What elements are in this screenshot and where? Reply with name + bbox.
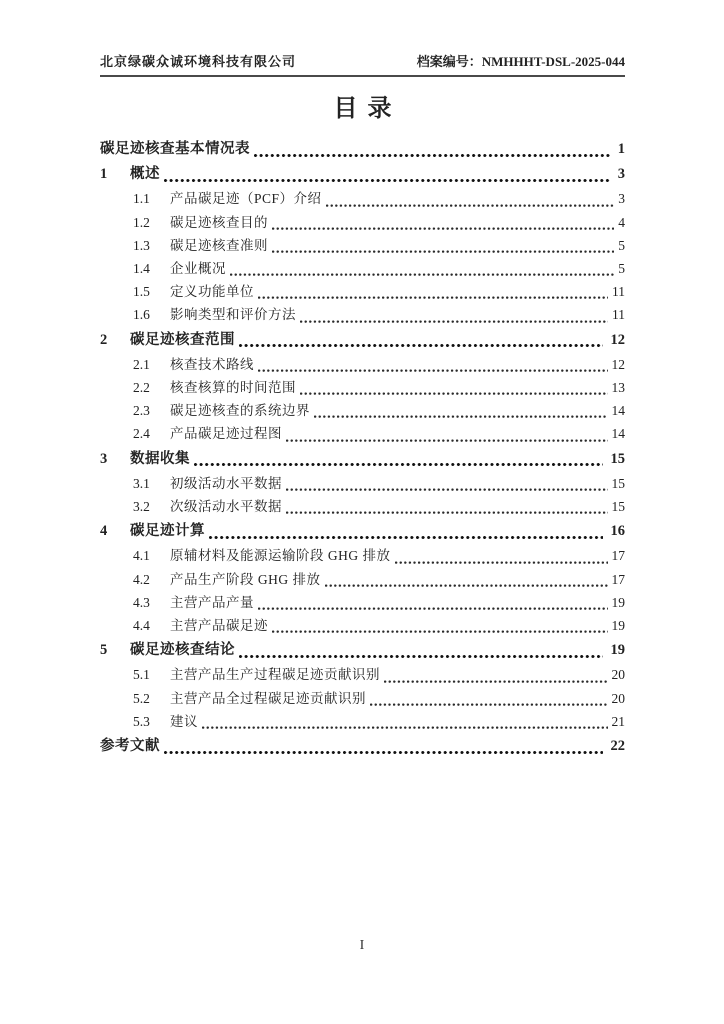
toc-leader-dots <box>395 561 608 564</box>
toc-entry-page: 12 <box>610 331 625 348</box>
toc-leader-dots <box>254 154 610 157</box>
toc-leader-dots <box>239 344 603 347</box>
toc-entry-page: 20 <box>611 690 625 706</box>
toc-entry-page: 16 <box>610 523 625 540</box>
toc-entry-page: 11 <box>612 307 625 323</box>
toc-entry-page: 17 <box>611 571 625 587</box>
toc-leader-dots <box>239 655 603 658</box>
toc-entry-number: 1.2 <box>133 214 150 230</box>
toc-entry[interactable] <box>133 422 625 445</box>
toc-leader-dots <box>258 369 608 372</box>
toc-entry[interactable] <box>100 735 625 758</box>
toc-leader-dots <box>286 511 608 514</box>
toc-entry-number: 4.1 <box>133 548 150 564</box>
toc-entry[interactable] <box>100 163 625 186</box>
toc-leader-dots <box>258 296 608 299</box>
toc-entry-label: 碳足迹核查结论 <box>130 642 235 659</box>
toc-entry-number: 1.6 <box>133 307 150 323</box>
toc-entry-label: 碳足迹核查的系统边界 <box>170 403 310 419</box>
toc-entry-number: 1 <box>100 166 108 183</box>
toc-leader-dots <box>286 488 608 491</box>
toc-entry-label: 主营产品产量 <box>170 594 254 610</box>
toc-entry-label: 建议 <box>170 713 198 729</box>
toc-entry[interactable] <box>133 495 625 518</box>
toc-entry[interactable] <box>133 257 625 280</box>
toc-entry[interactable] <box>133 663 625 686</box>
toc-entry[interactable] <box>133 280 625 303</box>
toc-entry-page: 17 <box>611 548 625 564</box>
toc-entry-number: 5 <box>100 642 108 659</box>
toc-entry-number: 1.3 <box>133 237 150 253</box>
toc-leader-dots <box>300 320 608 323</box>
toc-entry[interactable] <box>133 568 625 591</box>
toc-entry-page: 15 <box>611 499 625 515</box>
toc-leader-dots <box>325 584 608 587</box>
toc-leader-dots <box>272 630 608 633</box>
toc-entry-page: 21 <box>611 713 625 729</box>
toc-entry-page: 5 <box>618 237 625 253</box>
toc-entry-label: 原辅材料及能源运输阶段 GHG 排放 <box>170 548 391 564</box>
page-title: 目录 <box>333 96 402 122</box>
toc-entry-label: 主营产品全过程碳足迹贡献识别 <box>170 690 366 706</box>
toc-leader-dots <box>272 250 614 253</box>
toc-entry-label: 数据收集 <box>130 450 190 467</box>
toc-entry-number: 5.3 <box>133 713 150 729</box>
toc-entry-label: 产品生产阶段 GHG 排放 <box>170 571 321 587</box>
toc-entry-label: 核查核算的时间范围 <box>170 380 296 396</box>
toc-leader-dots <box>194 463 603 466</box>
toc-entry-number: 3.2 <box>133 499 150 515</box>
company-name: 北京绿碳众诚环境科技有限公司 <box>100 54 297 69</box>
toc-entry-number: 5.2 <box>133 690 150 706</box>
toc-entry-label: 定义功能单位 <box>170 284 254 300</box>
toc-entry-page: 13 <box>611 380 625 396</box>
toc-entry[interactable] <box>133 710 625 733</box>
toc-entry-page: 14 <box>611 403 625 419</box>
toc-entry-number: 2.1 <box>133 356 150 372</box>
document-page <box>100 0 625 1024</box>
toc-entry-number: 1.4 <box>133 261 150 277</box>
toc-leader-dots <box>272 227 614 230</box>
footer-page-number: I <box>359 938 365 953</box>
toc-leader-dots <box>164 751 603 754</box>
toc-entry-label: 初级活动水平数据 <box>170 475 282 491</box>
archive-number-field <box>417 51 625 70</box>
toc-leader-dots <box>314 415 608 418</box>
toc-entry-label: 企业概况 <box>170 261 226 277</box>
toc-entry[interactable] <box>133 353 625 376</box>
toc-entry-label: 概述 <box>130 166 160 183</box>
toc-leader-dots <box>230 273 614 276</box>
toc-entry-number: 4 <box>100 523 108 540</box>
toc-entry-number: 2 <box>100 331 108 348</box>
toc-leader-dots <box>286 439 608 442</box>
toc-entry-page: 1 <box>617 141 625 157</box>
toc-entry-label: 主营产品生产过程碳足迹贡献识别 <box>170 667 380 683</box>
toc-entry-label: 碳足迹计算 <box>130 523 205 540</box>
toc-entry-label: 次级活动水平数据 <box>170 499 282 515</box>
toc-leader-dots <box>202 726 608 729</box>
toc-entry-label: 碳足迹核查范围 <box>130 331 235 348</box>
toc-entry-page: 4 <box>618 214 625 230</box>
toc-entry-label: 碳足迹核查目的 <box>170 214 268 230</box>
toc-entry-label: 核查技术路线 <box>170 356 254 372</box>
toc-leader-dots <box>370 703 608 706</box>
toc-entry-page: 14 <box>611 426 625 442</box>
toc-entry[interactable] <box>133 614 625 637</box>
toc-entry[interactable] <box>133 687 625 710</box>
toc-leader-dots <box>164 179 610 182</box>
toc-entry-page: 20 <box>611 667 625 683</box>
toc-entry-label: 产品碳足迹（PCF）介绍 <box>170 191 322 207</box>
toc-entry-label: 主营产品碳足迹 <box>170 618 268 634</box>
toc-entry[interactable] <box>100 520 625 543</box>
toc-entry-number: 2.3 <box>133 403 150 419</box>
toc-leader-dots <box>326 204 615 207</box>
toc-entry-page: 22 <box>610 738 625 755</box>
toc-entry[interactable] <box>133 303 625 326</box>
toc-entry[interactable] <box>133 211 625 234</box>
toc-entry-label: 碳足迹核查准则 <box>170 237 268 253</box>
toc-entry[interactable] <box>133 472 625 495</box>
toc-entry-page: 12 <box>611 356 625 372</box>
toc-leader-dots <box>258 607 608 610</box>
toc-entry[interactable] <box>133 376 625 399</box>
toc-leader-dots <box>384 680 608 683</box>
toc-leader-dots <box>300 392 608 395</box>
toc-entry-page: 3 <box>617 166 625 183</box>
archive-number-label: 档案编号： <box>416 54 482 69</box>
toc-entry-page: 19 <box>611 618 625 634</box>
toc-entry-number: 2.4 <box>133 426 150 442</box>
toc-entry-label: 影响类型和评价方法 <box>170 307 296 323</box>
toc-entry-label: 参考文献 <box>100 738 160 755</box>
toc-entry-number: 3 <box>100 450 108 467</box>
toc-entry-page: 5 <box>618 261 625 277</box>
toc-entry-page: 15 <box>611 475 625 491</box>
toc-entry-page: 15 <box>610 450 625 467</box>
toc-entry-number: 5.1 <box>133 667 150 683</box>
toc-entry[interactable] <box>133 544 625 567</box>
toc-entry-page: 19 <box>611 594 625 610</box>
toc-entry-number: 4.4 <box>133 618 150 634</box>
toc-entry-label: 碳足迹核查基本情况表 <box>100 141 250 157</box>
toc-entry[interactable] <box>100 138 625 161</box>
toc-entry-page: 11 <box>612 284 625 300</box>
toc-entry-number: 3.1 <box>133 475 150 491</box>
toc-entry[interactable] <box>100 639 625 662</box>
toc-list <box>100 138 625 758</box>
toc-entry[interactable] <box>100 448 625 471</box>
toc-entry-number: 1.1 <box>133 191 150 207</box>
toc-entry-page: 3 <box>618 191 625 207</box>
toc-entry[interactable] <box>133 399 625 422</box>
toc-entry[interactable] <box>133 187 625 210</box>
toc-leader-dots <box>209 536 603 539</box>
toc-entry-number: 2.2 <box>133 380 150 396</box>
toc-entry[interactable] <box>100 329 625 352</box>
toc-entry[interactable] <box>133 234 625 257</box>
toc-entry-label: 产品碳足迹过程图 <box>170 426 282 442</box>
toc-entry-number: 4.3 <box>133 594 150 610</box>
toc-entry[interactable] <box>133 591 625 614</box>
toc-entry-number: 1.5 <box>133 284 150 300</box>
toc-entry-number: 4.2 <box>133 571 150 587</box>
toc-entry-page: 19 <box>610 642 625 659</box>
document-header <box>100 51 625 77</box>
archive-number-value: NMHHHT-DSL-2025-044 <box>481 54 625 69</box>
